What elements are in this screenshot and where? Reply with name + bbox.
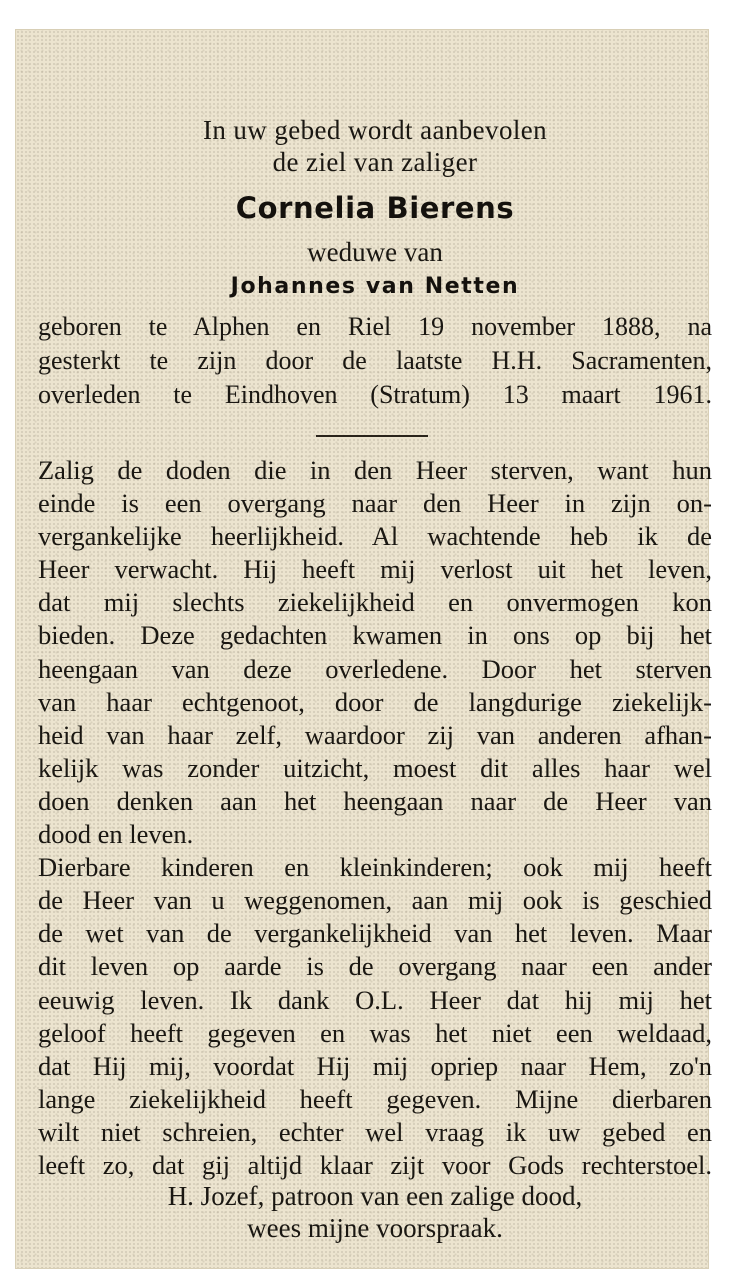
meditation-line: dit leven op aarde is de overgang naar een ander — [38, 951, 712, 982]
meditation-line: van haar echtgenoot, door de langdurige ziekelijk- — [38, 686, 712, 717]
meditation-line: de wet van de vergankelijkheid van het leven. Maar — [38, 918, 712, 949]
meditation-line: dood en leven. — [38, 819, 194, 850]
meditation-line: leeft zo, dat gij altijd klaar zijt voor Gods rechterstoel. — [38, 1149, 712, 1180]
closing-line-1: H. Jozef, patroon van een zalige dood, — [167, 1181, 583, 1211]
life-line: geboren te Alphen en Riel 19 november 1888, na — [38, 312, 712, 341]
meditation-line: Heer verwacht. Hij heeft mij verlost uit het leven, — [38, 554, 712, 585]
meditation-line: einde is een overgang naar den Heer in zijn on- — [38, 488, 712, 519]
meditation-line: bieden. Deze gedachten kwamen in ons op bij het — [38, 620, 712, 651]
meditation-line: doen denken aan het heengaan naar de Heer van — [38, 785, 712, 816]
meditation-line: geloof heeft gegeven en was het niet een weldaad, — [38, 1017, 712, 1048]
memorial-card — [16, 30, 712, 1268]
spouse-name: Johannes van Netten — [230, 274, 520, 299]
divider-rule — [316, 435, 428, 437]
meditation-line: dat Hij mij, voordat Hij mij opriep naar Hem, zo'n — [38, 1050, 712, 1081]
meditation-line: lange ziekelijkheid heeft gegeven. Mijne dierbaren — [38, 1083, 712, 1114]
meditation-line: de Heer van u weggenomen, aan mij ook is geschied — [38, 885, 712, 916]
intro-line-2: de ziel van zaliger — [272, 147, 478, 177]
meditation-line: heid van haar zelf, waardoor zij van anderen afhan- — [38, 719, 712, 750]
meditation-line: Dierbare kinderen en kleinkinderen; ook mij heeft — [38, 852, 712, 883]
meditation-line: vergankelijke heerlijkheid. Al wachtende heb ik de — [38, 521, 712, 552]
intro-text — [38, 114, 712, 178]
meditation-line: Zalig de doden die in den Heer sterven, want hun — [38, 455, 712, 485]
intro-line-1: In uw gebed wordt aanbevolen — [202, 115, 548, 145]
life-line: gesterkt te zijn door de laatste H.H. Sacramenten, — [38, 346, 712, 375]
closing-line-2: wees mijne voorspraak. — [247, 1213, 503, 1243]
deceased-name: Cornelia Bierens — [235, 191, 515, 225]
meditation-line: heengaan van deze overledene. Door het sterven — [38, 653, 712, 684]
life-line: overleden te Eindhoven (Stratum) 13 maart 1961. — [38, 380, 712, 409]
closing-prayer — [38, 1180, 712, 1244]
meditation-line: kelijk was zonder uitzicht, moest dit alles haar wel — [38, 752, 712, 783]
meditation-text — [38, 454, 712, 1182]
meditation-line: wilt niet schreien, echter wel vraag ik uw gebed en — [38, 1116, 712, 1147]
widow-of-label: weduwe van — [307, 237, 443, 267]
meditation-line: dat mij slechts ziekelijkheid en onvermogen kon — [38, 587, 712, 618]
meditation-line: eeuwig leven. Ik dank O.L. Heer dat hij mij het — [38, 984, 712, 1015]
life-details — [38, 310, 712, 412]
